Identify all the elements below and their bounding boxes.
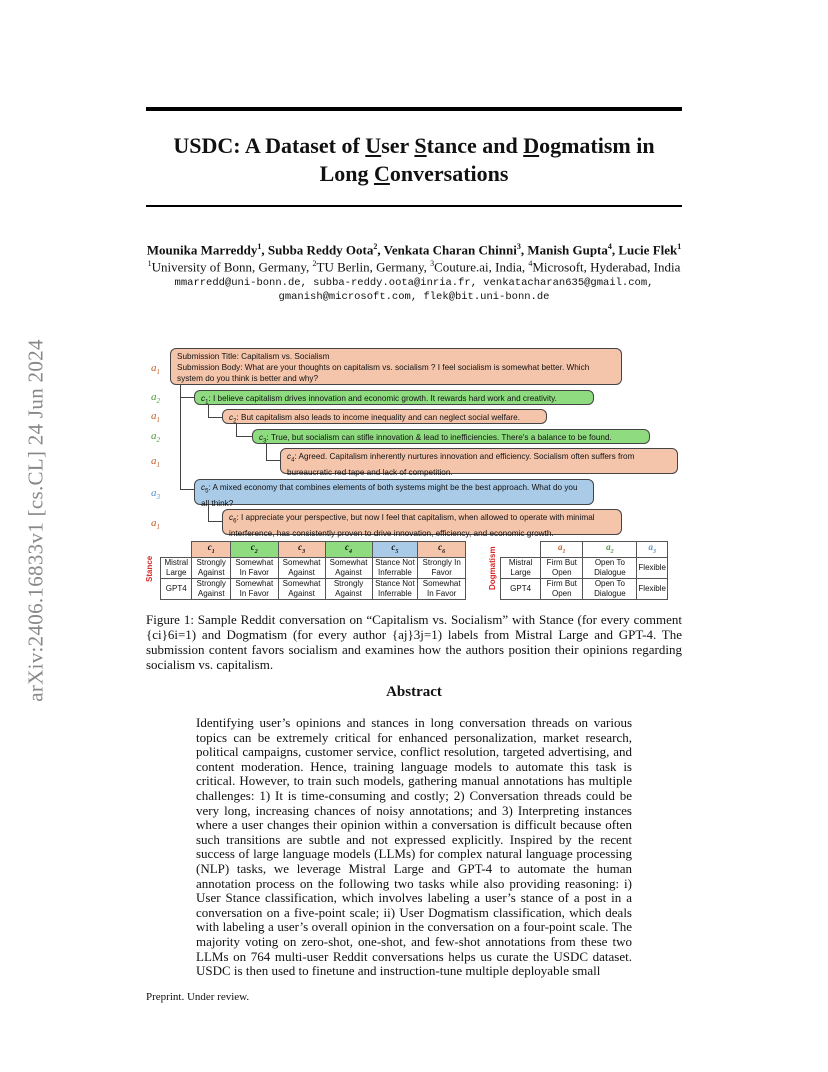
stance-header: $c_6$ bbox=[418, 542, 466, 558]
title-line-2: Long Conversations bbox=[319, 161, 509, 186]
comment-c1-text: I believe capitalism drives innovation and economic growth. It rewards hard work and creativity. bbox=[213, 394, 557, 403]
comment-c3-text: True, but socialism can stifle innovation & lead to inefficiencies. There's a balance to be found. bbox=[270, 433, 612, 442]
stance-cell: Somewhat Against bbox=[278, 557, 325, 578]
thread-connector bbox=[208, 505, 223, 522]
stance-cell: Strongly In Favor bbox=[418, 557, 466, 578]
dogmatism-cell: Flexible bbox=[637, 557, 668, 578]
author-list: Mounika Marreddy$^1$, Subba Reddy Oota$^2$, Venkata Charan Chinni$^3$, Manish Gupta$^4$, Lucie Flek$^1$ bbox=[146, 242, 682, 258]
thread-connector bbox=[266, 444, 281, 461]
stance-cell: Strongly Against bbox=[325, 578, 372, 599]
author-label: $a_1$ bbox=[151, 517, 160, 532]
stance-cell: Somewhat In Favor bbox=[230, 578, 278, 599]
comment-c2: $c_2$: But capitalism also leads to income inequality and can neglect social welfare. bbox=[222, 409, 547, 424]
thread-connector bbox=[180, 397, 195, 490]
author-label: $a_2$ bbox=[151, 391, 160, 406]
dogmatism-cell: Flexible bbox=[637, 578, 668, 599]
dogmatism-table bbox=[500, 541, 668, 600]
stance-cell: Strongly Against bbox=[192, 557, 231, 578]
comment-c4: $c_4$: Agreed. Capitalism inherently nurtures innovation and efficiency. Socialism often suffers from bureaucratic red tape and lack of competition. bbox=[280, 448, 678, 474]
abstract-body: Identifying user’s opinions and stances in long conversation threads on various topics can be extremely critical for enhanced personalization, market research, political campaigns, customer service, conflict resolution, targeted advertising, and content moderation. Hence, training language models to automate this task is critical. However, to train such models, gathering manual annotations has multiple challenges: 1) It is time-consuming and costly; 2) Conversation threads could be very long, increasing chances of noisy annotations; and 3) Interpreting instances where a user changes their opinion within a conversation is difficult because often such transitions are subtle and not expressed explicitly. Inspired by the recent success of large language models (LLMs) for complex natural language processing (NLP) tasks, we leverage Mistral Large and GPT-4 to automate the human annotation process on the following two tasks while also providing reasoning: i) User Stance classification, which involves labeling a user’s stance of a post in a conversation on a five-point scale; ii) User Dogmatism classification, which deals with labeling a user’s overall opinion in the conversation on a four-point scale. The majority voting on zero-shot, one-shot, and few-shot annotations from these two LLMs on 764 multi-user Reddit conversations helps us curate the USDC dataset. USDC is then used to finetune and instruction-tune multiple deployable small bbox=[196, 715, 632, 979]
author-label: $a_3$ bbox=[151, 487, 160, 502]
stance-header: $c_4$ bbox=[325, 542, 372, 558]
emails-line-1[interactable]: mmarredd@uni-bonn.de, subba-reddy.oota@inria.fr, venkatacharan635@gmail.com, bbox=[174, 277, 654, 289]
stance-cell: Somewhat In Favor bbox=[418, 578, 466, 599]
stance-side-label: Stance bbox=[145, 555, 154, 582]
figure-caption: Figure 1: Sample Reddit conversation on “Capitalism vs. Socialism” with Stance (for every comment {ci}6i=1) and Dogmatism (for every author {aj}3j=1) labels from Mistral Large and GPT-4. The submission content favors socialism and examines how the authors position their opinions regarding socialism vs. capitalism. bbox=[146, 612, 682, 672]
stance-cell: Somewhat In Favor bbox=[230, 557, 278, 578]
dogmatism-cell: Open To Dialogue bbox=[583, 578, 637, 599]
footer-note: Preprint. Under review. bbox=[146, 991, 250, 1003]
dogmatism-header: $a_1$ bbox=[541, 542, 583, 558]
dogmatism-cell: Firm But Open bbox=[541, 578, 583, 599]
dogmatism-cell: Open To Dialogue bbox=[583, 557, 637, 578]
top-rule bbox=[146, 107, 682, 111]
author-label: $a_1$ bbox=[151, 455, 160, 470]
paper-title bbox=[146, 132, 682, 188]
thread-connector bbox=[208, 405, 223, 418]
comment-c5-text: A mixed economy that combines elements of both systems might be the best approach. What do you all think? bbox=[201, 483, 578, 508]
dogmatism-header: $a_2$ bbox=[583, 542, 637, 558]
stance-table bbox=[160, 541, 466, 600]
submission-title: Submission Title: Capitalism vs. Socialism bbox=[177, 352, 330, 361]
arxiv-stamp: arXiv:2406.16833v1 [cs.CL] 24 Jun 2024 bbox=[23, 339, 48, 702]
stance-model: GPT4 bbox=[161, 578, 192, 599]
emails-line-2[interactable]: gmanish@microsoft.com, flek@bit.uni-bonn.de bbox=[278, 291, 550, 303]
thread-connector bbox=[236, 424, 253, 437]
comment-c6-text: I appreciate your perspective, but now I feel that capitalism, when allowed to operate with minimal interference, has consistently proven to drive innovation, efficiency, and economic growth. bbox=[229, 513, 595, 538]
author-label: $a_1$ bbox=[151, 410, 160, 425]
stance-header: $c_2$ bbox=[230, 542, 278, 558]
comment-c6: $c_6$: I appreciate your perspective, but now I feel that capitalism, when allowed to operate with minimal interference, has consistently proven to drive innovation, efficiency, and economic growth. bbox=[222, 509, 622, 535]
title-line-1: USDC: A Dataset of User Stance and Dogmatism in bbox=[173, 133, 655, 158]
stance-cell: Somewhat Against bbox=[325, 557, 372, 578]
comment-c2-text: But capitalism also leads to income inequality and can neglect social welfare. bbox=[241, 413, 520, 422]
dogmatism-header: $a_3$ bbox=[637, 542, 668, 558]
stance-cell: Stance Not Inferrable bbox=[372, 557, 418, 578]
dogmatism-model: Mistral Large bbox=[501, 557, 541, 578]
stance-model: Mistral Large bbox=[161, 557, 192, 578]
stance-cell: Somewhat Against bbox=[278, 578, 325, 599]
stance-cell: Stance Not Inferrable bbox=[372, 578, 418, 599]
dogmatism-model: GPT4 bbox=[501, 578, 541, 599]
stance-header: $c_1$ bbox=[192, 542, 231, 558]
comment-c3: $c_3$: True, but socialism can stifle innovation & lead to inefficiencies. There's a balance to be found. bbox=[252, 429, 650, 444]
stance-header: $c_5$ bbox=[372, 542, 418, 558]
comment-c4-text: Agreed. Capitalism inherently nurtures innovation and efficiency. Socialism often suffers from bureaucratic red tape and lack of competition. bbox=[287, 452, 635, 477]
dogmatism-cell: Firm But Open bbox=[541, 557, 583, 578]
abstract-heading: Abstract bbox=[386, 684, 442, 700]
stance-header: $c_3$ bbox=[278, 542, 325, 558]
stance-cell: Strongly Against bbox=[192, 578, 231, 599]
title-bottom-rule bbox=[146, 205, 682, 207]
submission-body: Submission Body: What are your thoughts on capitalism vs. socialism ? I feel socialism is somewhat better. Which system do you think is better and why? bbox=[177, 363, 590, 383]
author-label: $a_2$ bbox=[151, 430, 160, 445]
comment-c1: $c_1$: I believe capitalism drives innovation and economic growth. It rewards hard work and creativity. bbox=[194, 390, 594, 405]
author-label: $a_1$ bbox=[151, 362, 160, 377]
dogmatism-side-label: Dogmatism bbox=[488, 546, 497, 590]
affiliations: $^1$University of Bonn, Germany, $^2$TU Berlin, Germany, $^3$Couture.ai, India, $^4$Microsoft, Hyderabad, India bbox=[147, 259, 681, 275]
comment-c5: $c_5$: A mixed economy that combines elements of both systems might be the best approach. What do you all think? bbox=[194, 479, 594, 505]
submission-bubble bbox=[170, 348, 622, 385]
